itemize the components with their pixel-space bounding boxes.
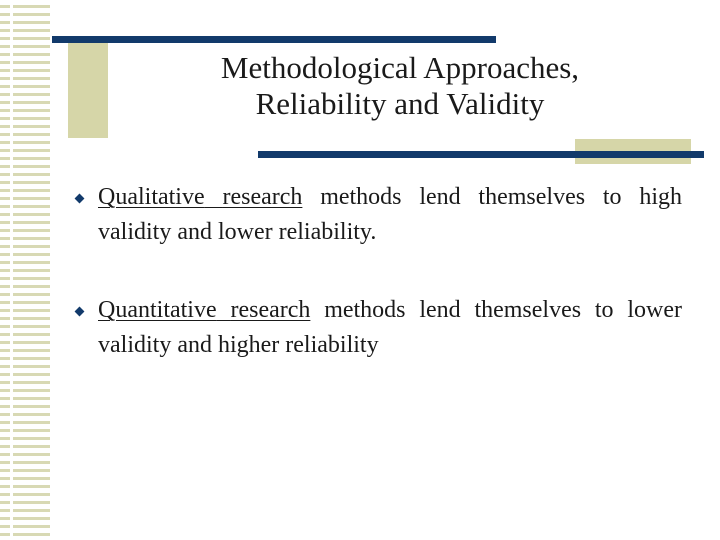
diamond-bullet-icon xyxy=(75,307,85,317)
underlined-term: Qualitative xyxy=(98,184,205,210)
title-bottom-rule xyxy=(258,151,704,158)
slide-title-line-2: Reliability and Validity xyxy=(255,86,545,122)
diamond-bullet-icon xyxy=(75,194,85,204)
slide-title-line-1: Methodological Approaches, xyxy=(220,50,580,85)
underlined-term: research xyxy=(230,297,311,323)
bullet-list xyxy=(72,180,682,406)
bullet-text: methods lend themselves to high validity and lower reliability. xyxy=(98,184,683,245)
title-olive-block xyxy=(68,38,108,138)
title-top-rule xyxy=(52,36,496,43)
underlined-space xyxy=(205,184,223,210)
bullet-item xyxy=(72,293,682,363)
underlined-space xyxy=(217,297,231,323)
slide-title xyxy=(110,50,690,123)
bullet-text: methods lend themselves to lower validity and higher reliability xyxy=(98,297,683,358)
underlined-term: research xyxy=(222,184,303,210)
bullet-item xyxy=(72,180,682,250)
striped-margin-decoration xyxy=(0,0,50,540)
underlined-term: Quantitative xyxy=(98,297,217,323)
